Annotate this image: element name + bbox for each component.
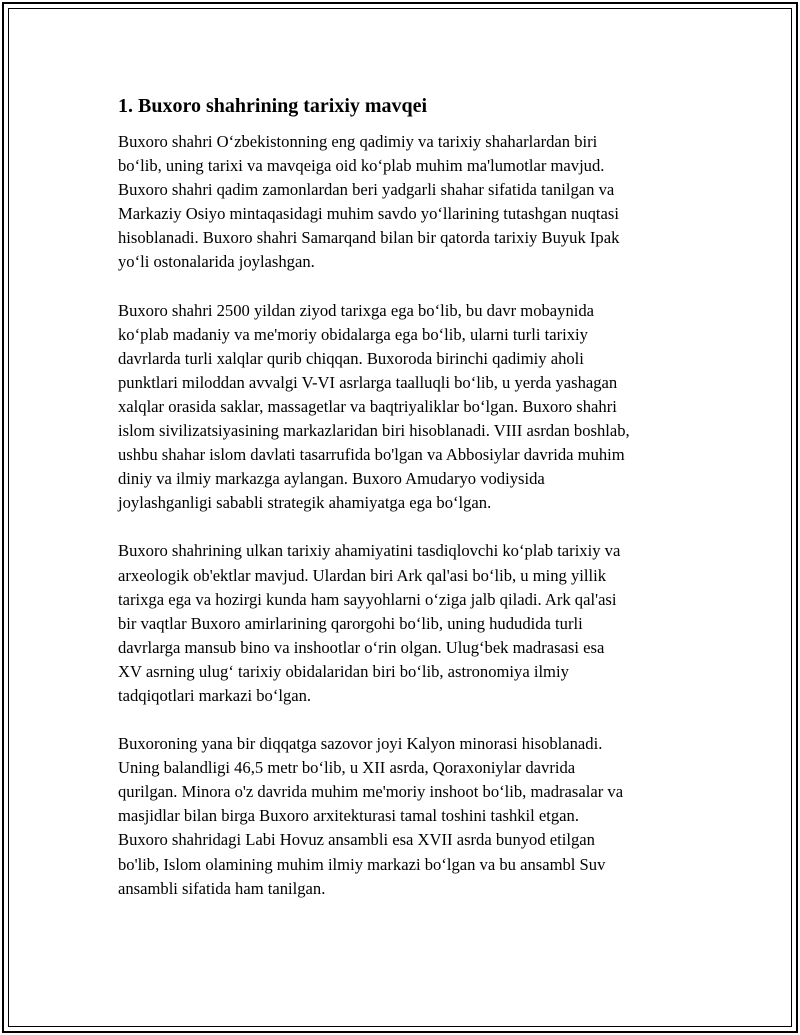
text-line: tarixga ega va hozirgi kunda ham sayyohlarni o‘ziga jalb qiladi. Ark qal'asi	[118, 589, 617, 609]
text-line: XV asrning ulug‘ tarixiy obidalaridan biri bo‘lib, astronomiya ilmiy	[118, 661, 569, 681]
text-line: ushbu shahar islom davlati tasarrufida bo'lgan va Abbosiylar davrida muhim	[118, 445, 625, 465]
paragraph-1	[118, 130, 698, 275]
text-line: Buxoro shahri O‘zbekistonning eng qadimiy va tarixiy shaharlardan biri	[118, 132, 598, 151]
text-line: bo‘lib, uning tarixi va mavqeiga oid ko‘plab muhim ma'lumotlar mavjud.	[118, 156, 605, 176]
text-line: joylashganligi sababli strategik ahamiyatga ega bo‘lgan.	[118, 493, 492, 513]
section-title: 1. Buxoro shahrining tarixiy mavqei	[118, 95, 428, 117]
text-line: islom sivilizatsiyasining markazlaridan biri hisoblanadi. VIII asrdan boshlab,	[118, 421, 630, 441]
text-line: hisoblanadi. Buxoro shahri Samarqand bilan bir qatorda tarixiy Buyuk Ipak	[118, 228, 620, 248]
text-line: diniy va ilmiy markazga aylangan. Buxoro Amudaryo vodiysida	[118, 469, 545, 489]
text-line: Uning balandligi 46,5 metr bo‘lib, u XII asrda, Qoraxoniylar davrida	[118, 758, 576, 778]
text-line: yo‘li ostonalarida joylashgan.	[118, 252, 315, 272]
text-line: Buxoro shahri qadim zamonlardan beri yadgarli shahar sifatida tanilgan va	[118, 180, 615, 200]
text-line: xalqlar orasida saklar, massagetlar va baqtriyaliklar bo‘lgan. Buxoro shahri	[118, 396, 617, 416]
text-line: bo'lib, Islom olamining muhim ilmiy markazi bo‘lgan va bu ansambl Suv	[118, 854, 606, 874]
text-line: Buxoro shahrining ulkan tarixiy ahamiyatini tasdiqlovchi ko‘plab tarixiy va	[118, 541, 621, 561]
text-line: ansambli sifatida ham tanilgan.	[118, 878, 326, 898]
text-line: Markaziy Osiyo mintaqasidagi muhim savdo yo‘llarining tutashgan nuqtasi	[118, 204, 619, 224]
text-line: punktlari miloddan avvalgi V-VI asrlarga taalluqli bo‘lib, u yerda yashagan	[118, 372, 618, 392]
text-line: ko‘plab madaniy va me'moriy obidalarga ega bo‘lib, ularni turli tarixiy	[118, 324, 588, 344]
paragraph-3	[118, 539, 698, 708]
paragraph-4	[118, 732, 698, 901]
text-line: Buxoroning yana bir diqqatga sazovor joyi Kalyon minorasi hisoblanadi.	[118, 734, 603, 754]
document-body	[118, 92, 698, 925]
text-line: arxeologik ob'ektlar mavjud. Ulardan biri Ark qal'asi bo‘lib, u ming yillik	[118, 565, 607, 585]
paragraph-2	[118, 299, 698, 516]
text-line: davrlarda turli xalqlar qurib chiqqan. Buxoroda birinchi qadimiy aholi	[118, 348, 584, 368]
text-line: tadqiqotlari markazi bo‘lgan.	[118, 685, 312, 705]
text-line: bir vaqtlar Buxoro amirlarining qarorgohi bo‘lib, uning hududida turli	[118, 613, 583, 633]
text-line: davrlarga mansub bino va inshootlar o‘rin olgan. Ulug‘bek madrasasi esa	[118, 637, 605, 657]
text-line: Buxoro shahri 2500 yildan ziyod tarixga ega bo‘lib, bu davr mobaynida	[118, 300, 595, 320]
text-line: Buxoro shahridagi Labi Hovuz ansambli esa XVII asrda bunyod etilgan	[118, 830, 595, 850]
text-line: masjidlar bilan birga Buxoro arxitekturasi tamal toshini tashkil etgan.	[118, 806, 579, 826]
text-line: qurilgan. Minora o'z davrida muhim me'moriy inshoot bo‘lib, madrasalar va	[118, 782, 624, 802]
